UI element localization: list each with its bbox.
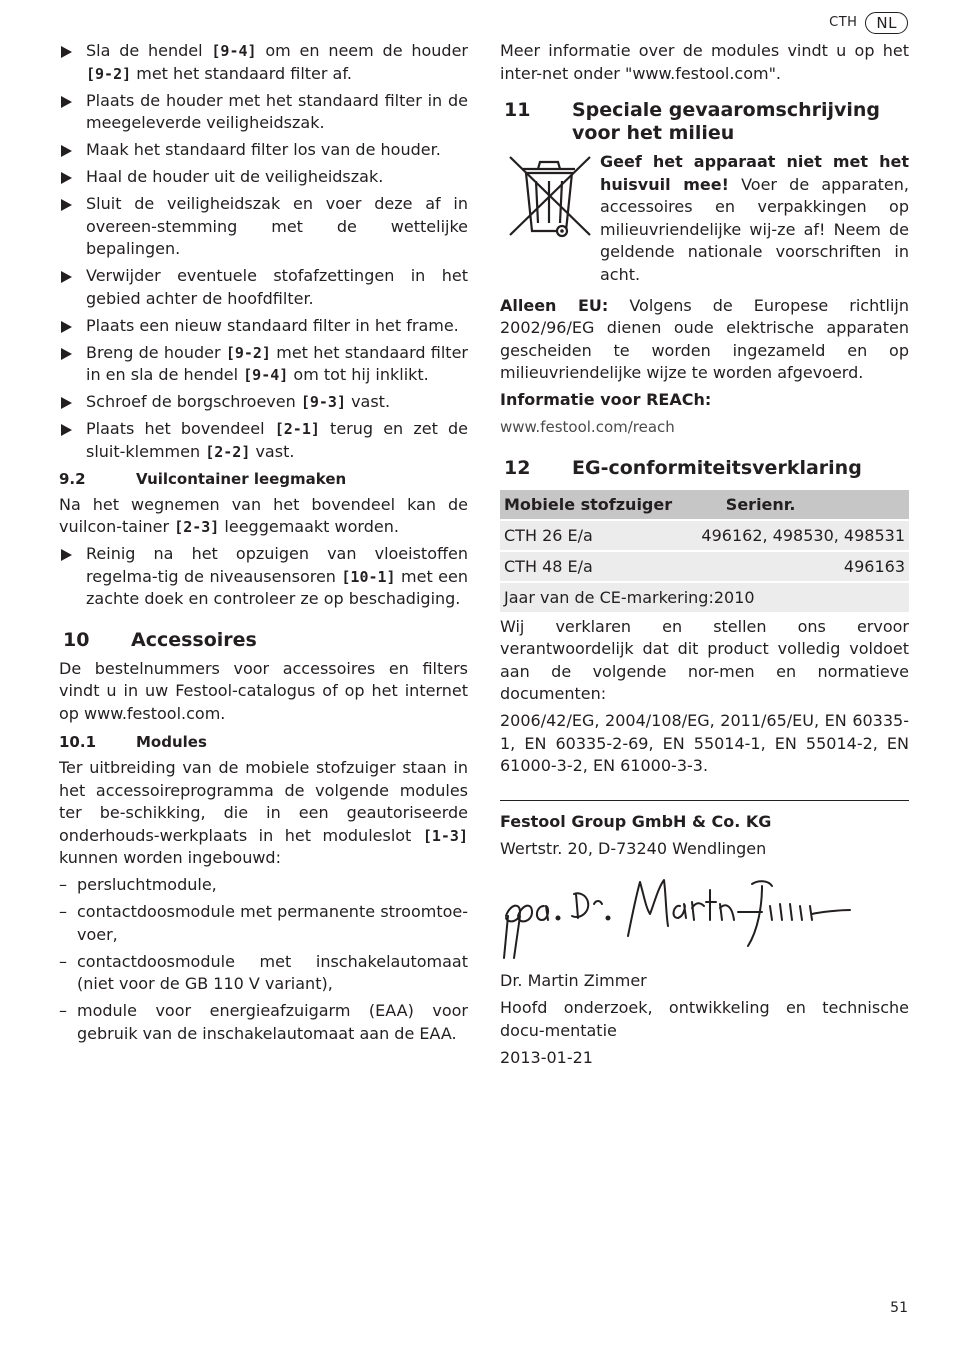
page-number: 51 xyxy=(890,1300,908,1316)
triangle-bullet-icon xyxy=(61,348,72,360)
norms-list: 2006/42/EG, 2004/108/EG, 2011/65/EU, EN 60335-1, EN 60335-2-69, EN 55014-1, EN 55014-2, EN 61000-3-2, EN 61000-3-3. xyxy=(500,711,909,775)
reach-link[interactable]: www.festool.com/reach xyxy=(500,418,675,436)
step-item: Sla de hendel [9-4] om en neem de houder [9-2] met het standaard filter af. xyxy=(59,40,468,85)
reach-label: Informatie voor REACh: xyxy=(500,390,712,409)
right-column xyxy=(500,40,909,1074)
weee-warning-text: Geef het apparaat niet met het huisvuil mee! Voer de apparaten, accessoires en verpakkingen op milieuvriendelijke wij-ze af! Neem de geldende nationale voorschriften in acht. xyxy=(600,152,909,284)
step-item: Sluit de veiligheidszak en voer deze af in overeen-stemming met de wettelijke bepalingen. xyxy=(59,193,468,261)
step-item: Plaats het bovendeel [2-1] terug en zet de sluit-klemmen [2-2] vast. xyxy=(59,418,468,463)
left-column xyxy=(59,40,468,1050)
step-item: Breng de houder [9-2] met het standaard filter in en sla de hendel [9-4] om tot hij inklikt. xyxy=(59,342,468,387)
signature-date: 2013-01-21 xyxy=(500,1047,593,1067)
table-header-model: Mobiele stofzuiger xyxy=(500,490,686,520)
company-address: Wertstr. 20, D-73240 Wendlingen xyxy=(500,838,767,858)
triangle-bullet-icon xyxy=(61,397,72,409)
triangle-bullet-icon xyxy=(61,96,72,108)
section-10-1-heading: 10.1 Modules xyxy=(59,733,207,751)
step-item: Plaats de houder met het standaard filter in de meegeleverde veiligheidszak. xyxy=(59,90,468,135)
divider xyxy=(500,800,909,801)
step-item: Reinig na het opzuigen van vloeistoffen regelma-tig de niveausensoren [10-1] met een zachte doek en controleer ze op beschadiging. xyxy=(59,543,468,611)
step-item: Maak het standaard filter los van de houder. xyxy=(59,139,468,162)
filter-change-steps xyxy=(59,40,468,463)
section-9-2-heading: 9.2 Vuilcontainer leegmaken xyxy=(59,469,347,488)
step-item: Haal de houder uit de veiligheidszak. xyxy=(59,166,468,189)
triangle-bullet-icon xyxy=(61,145,72,157)
triangle-bullet-icon xyxy=(61,321,72,333)
language-badge: NL xyxy=(865,12,908,34)
declaration-text: Wij verklaren en stellen ons ervoor verantwoordelijk dat dit product volledig voldoet aan de volgende nor-men en normatieve documenten: xyxy=(500,616,909,703)
company-name: Festool Group GmbH & Co. KG xyxy=(500,811,772,831)
triangle-bullet-icon xyxy=(61,172,72,184)
table-header-row xyxy=(500,490,909,520)
step-item: Plaats een nieuw standaard filter in het frame. xyxy=(59,315,468,338)
signer-name: Dr. Martin Zimmer xyxy=(500,971,647,990)
triangle-bullet-icon xyxy=(61,46,72,58)
list-item: – contactdoosmodule met inschakelautomaat (niet voor de GB 110 V variant), xyxy=(59,951,468,993)
eu-notice: Alleen EU: Volgens de Europese richtlijn 2002/96/EG dienen oude elektrische apparaten gescheiden te worden ingezameld en op milieuvriendelijke wijze te worden afgevoerd. xyxy=(500,295,909,382)
crossed-out-bin-icon xyxy=(500,151,600,243)
step-item: Schroef de borgschroeven [9-3] vast. xyxy=(59,391,468,414)
section-11-heading: 11 Speciale gevaaromschrijving voor het milieu xyxy=(504,99,881,144)
signer-role: Hoofd onderzoek, ontwikkeling en technische docu-mentatie xyxy=(500,998,909,1040)
modules-more-info: Meer informatie over de modules vindt u op het inter-net onder "www.festool.com". xyxy=(500,41,909,83)
triangle-bullet-icon xyxy=(61,549,72,561)
section-10-text: De bestelnummers voor accessoires en filters vindt u in uw Festool-catalogus of op het internet op www.festool.com. xyxy=(59,658,468,723)
signature-image xyxy=(500,866,860,966)
list-item: – contactdoosmodule met permanente stroomtoe-voer, xyxy=(59,902,468,944)
list-item: – module voor energieafzuigarm (EAA) voor gebruik van de inschakelautomaat aan de EAA. xyxy=(59,1001,468,1043)
step-item: Verwijder eventuele stofafzettingen in het gebied achter de hoofdfilter. xyxy=(59,265,468,310)
triangle-bullet-icon xyxy=(61,424,72,436)
section-10-1-text: Ter uitbreiding van de mobiele stofzuiger staan in het accessoireprogramma de volgende modules ter be-schikking, die in een geautoriseerde onderhouds-werkplaats in het moduleslot [1-3] kunnen worden ingebouwd: xyxy=(59,758,468,867)
conformity-table xyxy=(500,490,909,614)
section-9-2-text: Na het wegnemen van het bovendeel kan de vuilcon-tainer [2-3] leeggemaakt worden. xyxy=(59,494,468,536)
table-header-serial: Serienr. xyxy=(686,490,909,520)
header-model: CTH xyxy=(829,15,858,30)
modules-list xyxy=(59,874,468,1045)
triangle-bullet-icon xyxy=(61,271,72,283)
weee-warning xyxy=(500,151,909,291)
section-12-heading: 12 EG-conformiteitsverklaring xyxy=(504,456,862,479)
page-header xyxy=(829,12,908,35)
section-9-2-steps xyxy=(59,543,468,611)
table-row: CTH 48 E/a 496163 xyxy=(500,551,909,582)
triangle-bullet-icon xyxy=(61,199,72,211)
section-10-heading: 10 Accessoires xyxy=(63,628,257,651)
table-row: CTH 26 E/a 496162, 498530, 498531 xyxy=(500,520,909,551)
list-item: – persluchtmodule, xyxy=(59,875,217,894)
table-row xyxy=(500,582,909,613)
ce-year: Jaar van de CE-markering:2010 xyxy=(500,582,909,613)
